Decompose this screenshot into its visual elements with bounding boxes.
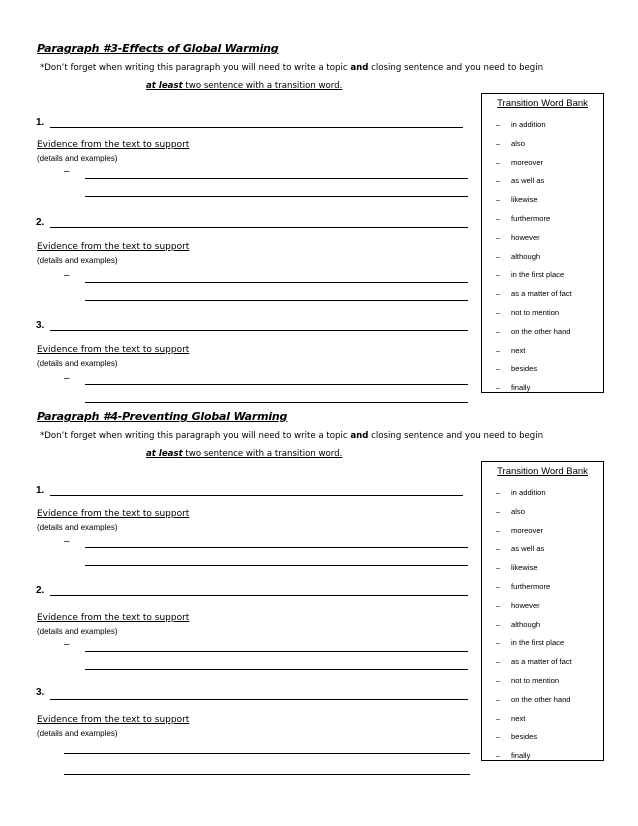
details-label: (details and examples) (37, 154, 118, 163)
dash: – (496, 232, 501, 242)
bank-word: as a matter of fact (511, 657, 572, 667)
dash: – (496, 582, 501, 591)
bank-item (496, 233, 540, 245)
bank-word: not to mention (511, 676, 560, 685)
instruction-text: two sentence with a transition word. (182, 449, 343, 459)
bank-item (496, 563, 538, 575)
bank-word: as well as (511, 544, 545, 554)
evidence-answer-line[interactable] (85, 196, 468, 197)
topic-answer-line[interactable] (50, 227, 468, 228)
bank-word: in addition (511, 120, 546, 129)
question-number: 3. (36, 687, 45, 698)
bank-word: besides (511, 732, 538, 742)
bank-item (496, 139, 525, 151)
dash: – (496, 676, 501, 685)
dash: – (496, 345, 501, 355)
topic-answer-line[interactable] (50, 330, 468, 331)
bank-item (496, 214, 550, 226)
instruction-text: closing sentence and you need to begin (368, 431, 544, 441)
bank-word: on the other hand (511, 694, 571, 704)
details-label: (details and examples) (37, 256, 118, 265)
bank-item (496, 270, 564, 282)
dash: – (496, 732, 501, 742)
bank-item (496, 346, 525, 358)
bank-item (496, 364, 537, 376)
bank-item (496, 308, 559, 320)
bank-item (496, 695, 571, 707)
bank-item (496, 158, 543, 170)
bank-word: furthermore (511, 214, 551, 223)
bank-item (496, 714, 525, 726)
bank-word: however (511, 600, 540, 610)
evidence-answer-line[interactable] (64, 753, 470, 754)
details-label: (details and examples) (37, 729, 118, 738)
instruction-line-2 (146, 449, 342, 459)
dash: – (64, 373, 70, 384)
details-label: (details and examples) (37, 359, 118, 368)
dash: – (496, 544, 501, 554)
bank-item (496, 383, 530, 395)
evidence-answer-line[interactable] (85, 669, 468, 670)
bank-item (496, 620, 540, 632)
section-title: Paragraph #4-Preventing Global Warming (37, 410, 288, 423)
dash: – (496, 326, 501, 336)
bank-item (496, 601, 540, 613)
bank-word: although (511, 619, 541, 629)
dash: – (496, 713, 501, 723)
bank-word: next (511, 713, 526, 723)
transition-word-bank (481, 93, 604, 393)
paragraph-section-4 (0, 410, 638, 785)
evidence-answer-line[interactable] (85, 384, 468, 385)
dash: – (496, 214, 501, 223)
details-label: (details and examples) (37, 523, 118, 532)
bank-item (496, 289, 572, 301)
bank-title: Transition Word Bank (497, 466, 588, 477)
dash: – (496, 270, 501, 280)
bank-word: moreover (511, 157, 544, 167)
transition-word-bank (481, 461, 604, 761)
dash: – (496, 364, 501, 374)
question-number: 1. (36, 117, 45, 128)
evidence-answer-line[interactable] (85, 565, 468, 566)
evidence-answer-line[interactable] (85, 300, 468, 301)
bank-word: likewise (511, 563, 538, 573)
bank-item (496, 120, 546, 132)
dash: – (64, 270, 70, 281)
evidence-label: Evidence from the text to support (37, 345, 190, 355)
paragraph-section-3 (0, 42, 638, 417)
dash: – (64, 166, 70, 177)
bank-item (496, 732, 537, 744)
bank-word: next (511, 345, 526, 355)
evidence-label: Evidence from the text to support (37, 715, 190, 725)
question-number: 1. (36, 485, 45, 496)
instruction-line-1 (40, 431, 543, 441)
dash: – (496, 751, 501, 761)
bank-word: finally (511, 383, 531, 393)
bank-word: although (511, 251, 541, 261)
instruction-text: closing sentence and you need to begin (368, 63, 544, 73)
evidence-answer-line[interactable] (85, 402, 468, 403)
dash: – (496, 120, 501, 129)
instruction-line-1 (40, 63, 543, 73)
dash: – (496, 289, 501, 299)
dash: – (496, 176, 501, 186)
instruction-emphasis: at least (146, 81, 183, 91)
dash: – (496, 563, 501, 573)
dash: – (496, 157, 501, 167)
instruction-text: *Don’t forget when writing this paragraph you will need to write a topic (40, 63, 351, 73)
instruction-line-2 (146, 81, 342, 91)
dash: – (496, 525, 501, 535)
bank-item (496, 252, 540, 264)
bank-word: finally (511, 751, 531, 761)
question-number: 2. (36, 585, 45, 596)
dash: – (496, 383, 501, 393)
question-number: 3. (36, 320, 45, 331)
dash: – (496, 600, 501, 610)
bank-item (496, 544, 544, 556)
details-label: (details and examples) (37, 627, 118, 636)
bank-word: in the first place (511, 270, 565, 280)
instruction-emphasis: and (350, 63, 369, 73)
evidence-answer-line[interactable] (85, 651, 468, 652)
bank-word: as well as (511, 176, 545, 186)
bank-word: moreover (511, 525, 544, 535)
bank-word: however (511, 232, 540, 242)
instruction-text: two sentence with a transition word. (182, 81, 343, 91)
bank-item (496, 507, 525, 519)
bank-word: on the other hand (511, 326, 571, 336)
dash: – (496, 308, 501, 317)
bank-word: besides (511, 364, 538, 374)
evidence-answer-line[interactable] (64, 774, 470, 775)
bank-item (496, 526, 543, 538)
bank-item (496, 327, 571, 339)
bank-word: as a matter of fact (511, 289, 572, 299)
evidence-answer-line[interactable] (85, 282, 468, 283)
section-title: Paragraph #3-Effects of Global Warming (37, 42, 279, 55)
evidence-label: Evidence from the text to support (37, 242, 190, 252)
bank-word: also (511, 138, 525, 148)
bank-word: not to mention (511, 308, 560, 317)
evidence-answer-line[interactable] (85, 178, 468, 179)
dash: – (496, 488, 501, 497)
evidence-answer-line[interactable] (85, 547, 468, 548)
topic-answer-line[interactable] (50, 699, 468, 700)
dash: – (496, 251, 501, 261)
bank-item (496, 657, 572, 669)
dash: – (496, 506, 501, 516)
bank-word: also (511, 506, 525, 516)
bank-item (496, 638, 564, 650)
dash: – (496, 138, 501, 148)
instruction-emphasis: and (350, 431, 369, 441)
dash: – (496, 195, 501, 205)
bank-word: in the first place (511, 638, 565, 648)
instruction-text: *Don’t forget when writing this paragraph you will need to write a topic (40, 431, 351, 441)
dash: – (496, 638, 501, 648)
dash: – (496, 619, 501, 629)
dash: – (64, 639, 70, 650)
bank-item (496, 195, 538, 207)
bank-item (496, 582, 550, 594)
bank-item (496, 176, 544, 188)
dash: – (496, 694, 501, 704)
bank-word: furthermore (511, 582, 551, 591)
bank-item (496, 751, 530, 763)
evidence-label: Evidence from the text to support (37, 509, 190, 519)
bank-item (496, 676, 559, 688)
evidence-label: Evidence from the text to support (37, 613, 190, 623)
bank-word: in addition (511, 488, 546, 497)
question-number: 2. (36, 217, 45, 228)
bank-item (496, 488, 546, 500)
instruction-emphasis: at least (146, 449, 183, 459)
bank-title: Transition Word Bank (497, 98, 588, 109)
bank-word: likewise (511, 195, 538, 205)
evidence-label: Evidence from the text to support (37, 140, 190, 150)
topic-answer-line[interactable] (50, 595, 468, 596)
dash: – (64, 536, 70, 547)
topic-answer-line[interactable] (50, 127, 463, 128)
dash: – (496, 657, 501, 667)
topic-answer-line[interactable] (50, 495, 463, 496)
